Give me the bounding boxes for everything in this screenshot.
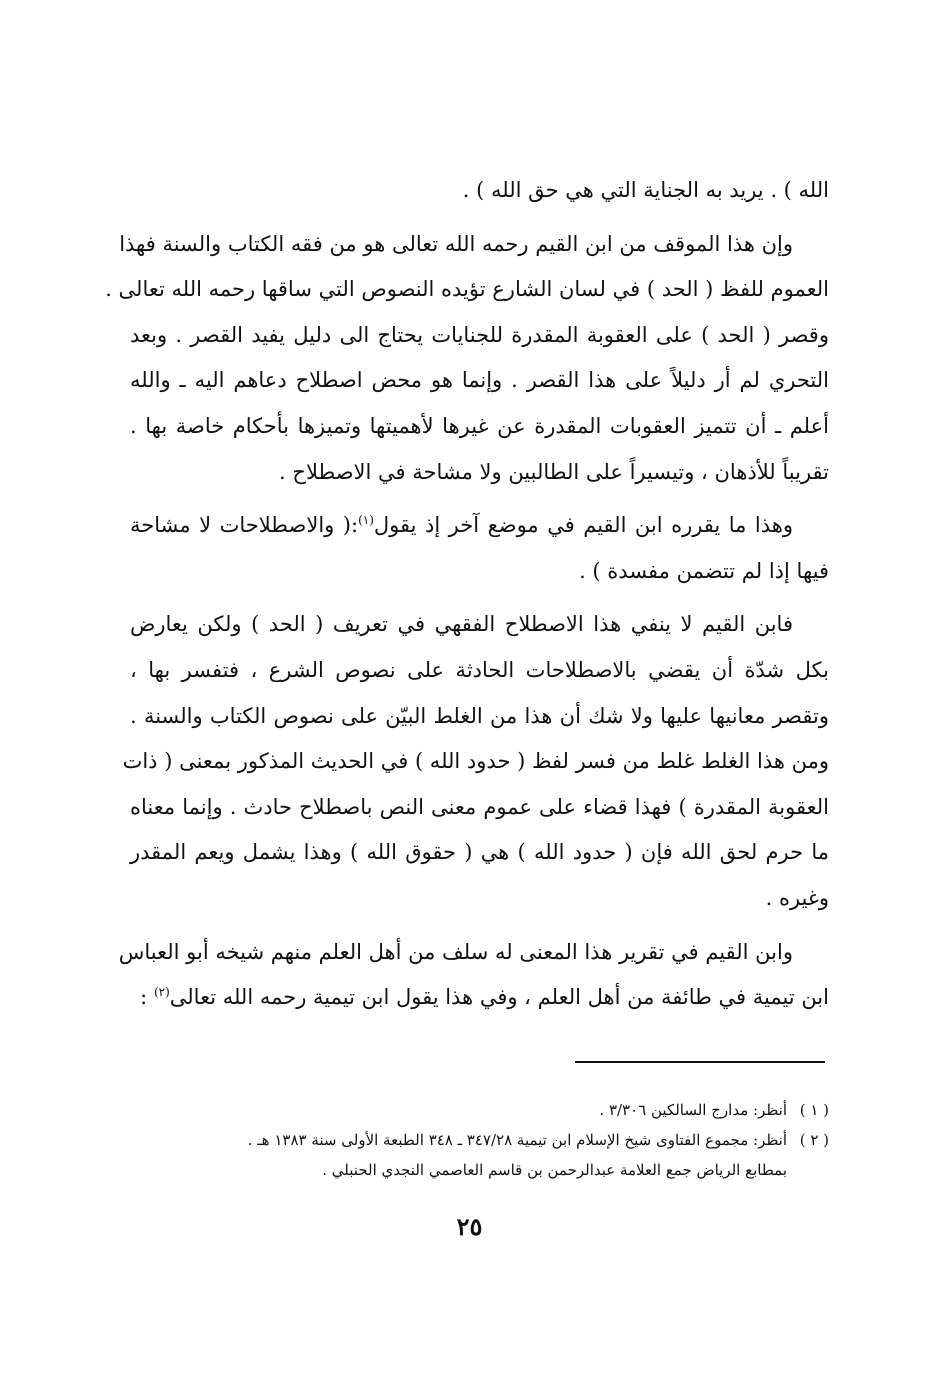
text-line: العقوبة المقدرة ) فهذا قضاء على عموم معنى النص باصطلاح حادث . وإنما معناه [130,794,829,819]
text-line: وغيره . [765,885,829,910]
text-line [130,975,829,1021]
footnote-1 [140,1095,829,1125]
text-line: وتقصر معانيها عليها ولا شك أن هذا من الغلط البيّن على نصوص الكتاب والسنة . [130,703,829,728]
footnote-number: ( ١ ) [799,1101,829,1119]
footnote-ref-2: (٢) [153,985,170,1000]
text-line: ومن هذا الغلط غلط من فسر لفظ ( حدود الله ) في الحديث المذكور بمعنى ( ذات [122,749,829,774]
footnote-text: أنظر: مدارج السالكين ٣/٣٠٦ . [599,1101,787,1119]
footnote-2 [140,1125,829,1185]
text-segment: ابن تيمية في طائفة من أهل العلم ، وفي هذا يقول ابن تيمية رحمه الله تعالى [169,985,829,1010]
text-line: وقصر ( الحد ) على العقوبة المقدرة للجنايات يحتاج الى دليل يفيد القصر . وبعد [130,322,829,347]
text-line: العموم للفظ ( الحد ) في لسان الشارع تؤيده النصوص التي ساقها رحمه الله تعالى . [105,277,829,302]
text-segment: وهذا ما يقرره ابن القيم في موضع آخر إذ يقول [373,513,793,538]
text-line: ما حرم لحق الله فإن ( حدود الله ) هي ( حقوق الله ) وهذا يشمل ويعم المقدر [130,840,829,865]
paragraph-4 [122,602,829,921]
text-line: تقريباً للأذهان ، وتيسيراً على الطالبين ولا مشاحة في الاصطلاح . [279,459,829,484]
text-line: فابن القيم لا ينفي هذا الاصطلاح الفقهي في تعريف ( الحد ) ولكن يعارض [130,612,793,637]
footnote-ref-1: (١) [358,513,374,528]
main-text [105,168,829,1029]
text-line: التحري لم أر دليلاً على هذا القصر . وإنما هو محض اصطلاح دعاهم اليه ـ والله [130,368,829,393]
footnotes [140,1095,829,1185]
text-line [130,503,829,549]
paragraph-1 [130,168,829,214]
footnote-separator [575,1061,825,1063]
footnote-text [140,1125,787,1185]
text-line: الله ) . يريد به الجناية التي هي حق الله ) . [462,178,829,202]
text-segment: :( والاصطلاحات لا مشاحة [130,513,359,538]
text-line: وإن هذا الموقف من ابن القيم رحمه الله تعالى هو من فقه الكتاب والسنة فهذا [119,231,793,256]
footnote-line: بمطابع الرياض جمع العلامة عبدالرحمن بن قاسم العاصمي النجدي الحنبلي . [322,1161,787,1179]
footnote-line: أنظر: مجموع الفتاوى شيخ الإسلام ابن تيمية ٣٤٧/٢٨ ـ ٣٤٨ الطبعة الأولى سنة ١٣٨٣ هـ . [247,1131,787,1149]
text-line: أعلم ـ أن تتميز العقوبات المقدرة عن غيرها لأهميتها وتميزها بأحكام خاصة بها . [130,413,829,438]
text-segment: : [140,985,154,1010]
paragraph-5 [118,930,829,1021]
paragraph-3 [130,503,829,594]
footnote-number: ( ٢ ) [799,1131,829,1149]
text-line: فيها إذا لم تتضمن مفسدة ) . [579,558,829,583]
paragraph-2 [105,222,829,496]
text-line: بكل شدّة أن يقضي بالاصطلاحات الحادثة على نصوص الشرع ، فتفسر بها ، [130,657,829,682]
text-line: وابن القيم في تقرير هذا المعنى له سلف من أهل العلم منهم شيخه أبو العباس [118,939,793,964]
page-number: ٢٥ [456,1212,483,1241]
